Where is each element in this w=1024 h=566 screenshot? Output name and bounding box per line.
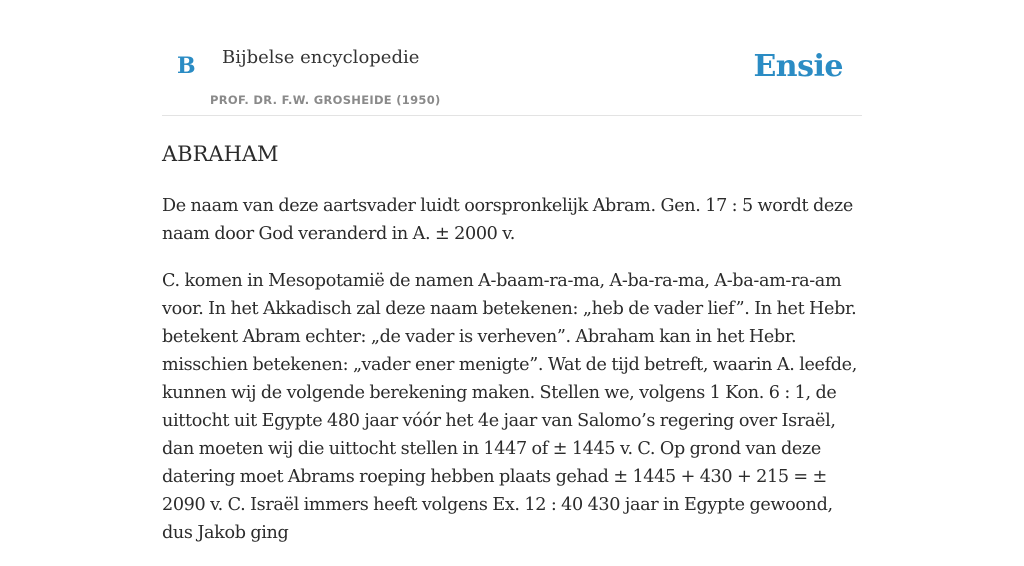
site-logo-link[interactable]: Ensie [753,49,843,84]
article-body [162,192,862,566]
encyclopedia-logo-icon[interactable]: B [177,53,196,79]
article-paragraph: De naam van deze aartsvader luidt oorspronkelijk Abram. Gen. 17 : 5 wordt deze naam door God veranderd in A. ± 2000 v. [162,196,853,244]
page [162,0,862,543]
article-paragraph: C. komen in Mesopotamië de namen A-baam-ra-ma, A-ba-ra-ma, A-ba-am-ra-am voor. In het Akkadisch zal deze naam betekenen: „heb de vader lief”. In het Hebr. betekent Abram echter: „de vader is verheven”. Abraham kan in het Hebr. misschien betekenen: „vader ener menigte”. Wat de tijd betreft, waarin A. leefde, kunnen wij de volgende berekening maken. Stellen we, volgens 1 Kon. 6 : 1, de uittocht uit Egypte 480 jaar vóór het 4e jaar van Salomo’s regering over Israël, dan moeten wij die uittocht stellen in 1447 of ± 1445 v. C. Op grond van deze datering moet Abrams roeping hebben plaats gehad ± 1445 + 430 + 215 = ± 2090 v. C. Israël immers heeft volgens Ex. 12 : 40 430 jaar in Egypte gewoond, dus Jakob ging [162,271,857,543]
article-title: ABRAHAM [162,142,279,166]
book-author: PROF. DR. F.W. GROSHEIDE (1950) [210,93,441,107]
book-title-link[interactable]: Bijbelse encyclopedie [222,47,420,68]
header [162,0,862,116]
